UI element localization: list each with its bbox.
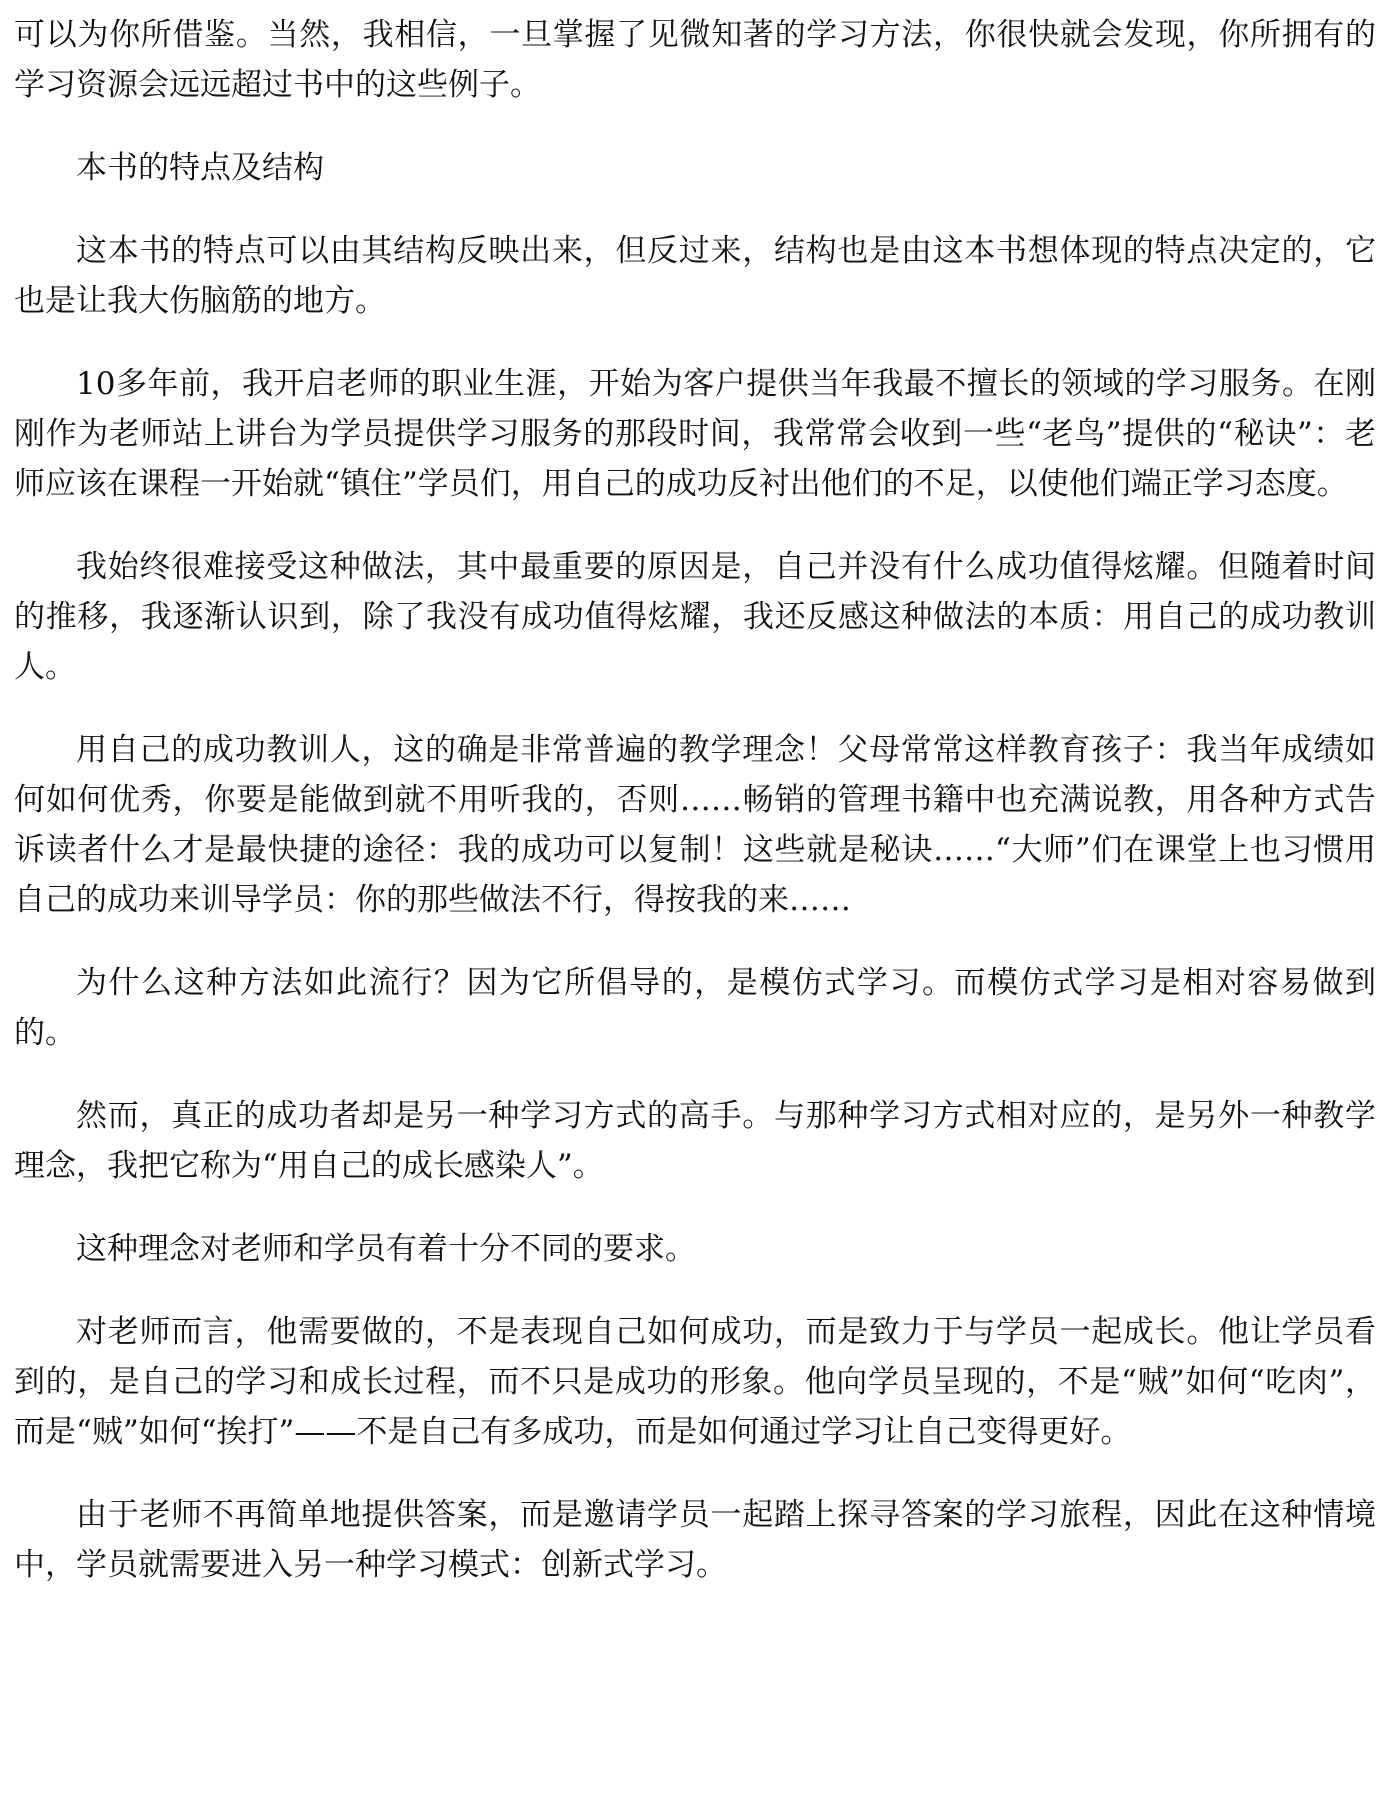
paragraph: 我始终很难接受这种做法，其中最重要的原因是，自己并没有什么成功值得炫耀。但随着时间的推移，我逐渐认识到，除了我没有成功值得炫耀，我还反感这种做法的本质：用自己的成功教训人。 [14,549,1376,685]
paragraph: 这本书的特点可以由其结构反映出来，但反过来，结构也是由这本书想体现的特点决定的，它也是让我大伤脑筋的地方。 [14,233,1376,319]
section-heading: 本书的特点及结构 [76,150,324,186]
paragraph: 然而，真正的成功者却是另一种学习方式的高手。与那种学习方式相对应的，是另外一种教学理念，我把它称为“用自己的成长感染人”。 [14,1098,1376,1184]
paragraph: 为什么这种方法如此流行？因为它所倡导的，是模仿式学习。而模仿式学习是相对容易做到的。 [14,965,1376,1051]
paragraph: 由于老师不再简单地提供答案，而是邀请学员一起踏上探寻答案的学习旅程，因此在这种情境中，学员就需要进入另一种学习模式：创新式学习。 [14,1497,1376,1583]
paragraph: 对老师而言，他需要做的，不是表现自己如何成功，而是致力于与学员一起成长。他让学员看到的，是自己的学习和成长过程，而不只是成功的形象。他向学员呈现的，不是“贼”如何“吃肉”，而是“贼”如何“挨打”——不是自己有多成功，而是如何通过学习让自己变得更好。 [14,1314,1376,1450]
paragraph: 10多年前，我开启老师的职业生涯，开始为客户提供当年我最不擅长的领域的学习服务。在刚刚作为老师站上讲台为学员提供学习服务的那段时间，我常常会收到一些“老鸟”提供的“秘诀”：老师应该在课程一开始就“镇住”学员们，用自己的成功反衬出他们的不足，以使他们端正学习态度。 [14,366,1376,502]
paragraph-continuation: 可以为你所借鉴。当然，我相信，一旦掌握了见微知著的学习方法，你很快就会发现，你所拥有的学习资源会远远超过书中的这些例子。 [14,17,1376,103]
paragraph: 用自己的成功教训人，这的确是非常普遍的教学理念！父母常常这样教育孩子：我当年成绩如何如何优秀，你要是能做到就不用听我的，否则……畅销的管理书籍中也充满说教，用各种方式告诉读者什么才是最快捷的途径：我的成功可以复制！这些就是秘诀……“大师”们在课堂上也习惯用自己的成功来训导学员：你的那些做法不行，得按我的来…… [14,732,1376,918]
paragraph: 这种理念对老师和学员有着十分不同的要求。 [76,1231,696,1267]
document-page [14,10,1376,1623]
